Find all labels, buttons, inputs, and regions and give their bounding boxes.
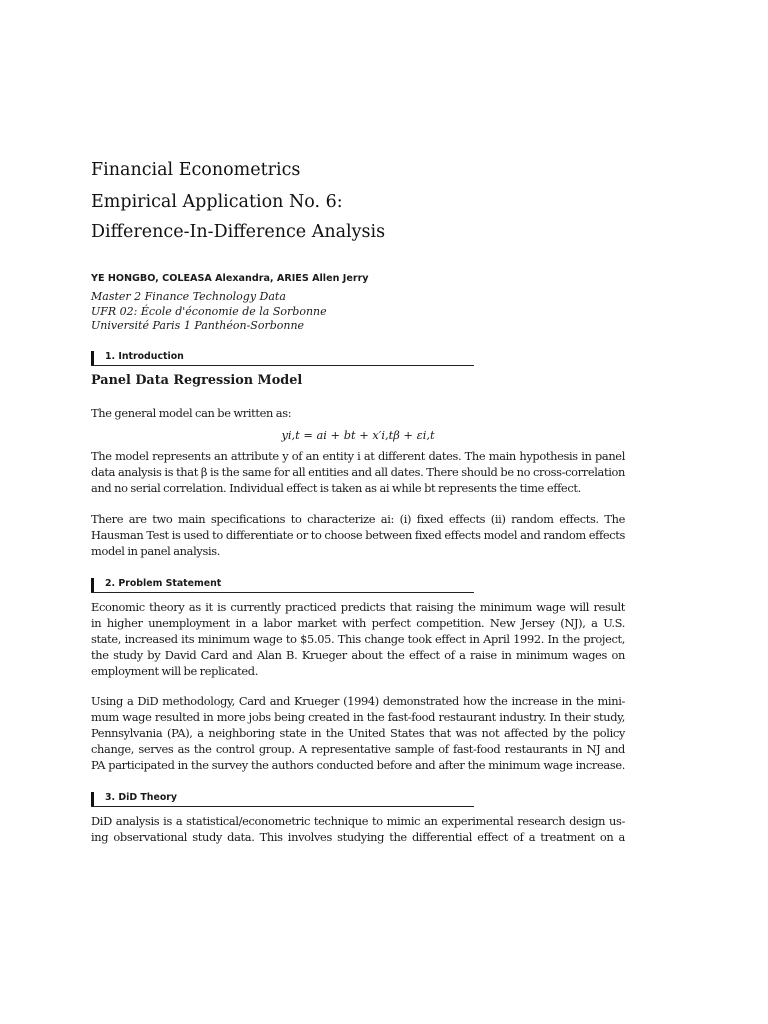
paragraph-did-analysis: DiD analysis is a statistical/econometric technique to mimic an experimental research design us- ing observational study data. This involves studying the differential effect of a treatment on a [91,814,625,844]
section-marker [91,792,94,806]
paragraph-model-description: The model represents an attribute y of an entity i at different dates. The main hypothesis in panel data analysis is that β is the same for all entities and all dates. There should be no cross-correlation and no serial correlation. Individual effect is taken as ai while bt represents the time effect. [91,449,625,495]
subsection-title: Panel Data Regression Model [91,373,303,388]
section-heading-problem-statement [91,577,474,593]
title-line-1: Financial Econometrics [91,160,301,180]
section-title: 2. Problem Statement [105,578,222,589]
affiliation-university: Université Paris 1 Panthéon-Sorbonne [91,319,305,332]
author-list: YE HONGBO, COLEASA Alexandra, ARIES Allen Jerry [91,273,369,284]
title-line-2: Empirical Application No. 6: [91,192,343,212]
title-line-3: Difference-In-Difference Analysis [91,222,386,242]
document-page [91,0,625,1024]
paragraph-specifications: There are two main specifications to characterize ai: (i) fixed effects (ii) random effects. The Hausman Test is used to differentiate or to choose between fixed effects model and random effects model in panel analysis. [91,512,625,558]
paragraph-general-model: The general model can be written as: [91,406,292,420]
section-heading-introduction [91,350,474,366]
section-title: 3. DiD Theory [105,792,177,803]
section-title: 1. Introduction [105,351,184,362]
affiliation-school: UFR 02: École d'économie de la Sorbonne [91,305,327,318]
affiliation-program: Master 2 Finance Technology Data [91,290,286,303]
section-marker [91,578,94,592]
paragraph-economic-theory: Economic theory as it is currently practiced predicts that raising the minimum wage will result in higher unemployment in a labor market with perfect competition. New Jersey (NJ), a U.S. state, increased its minimum wage to $5.05. This change took effect in April 1992. In the project, the study by David Card and Alan B. Krueger about the effect of a raise in minimum wages on employment will be replicated. [91,600,625,678]
paragraph-did-methodology: Using a DiD methodology, Card and Krueger (1994) demonstrated how the increase in the mini- mum wage resulted in more jobs being created in the fast-food restaurant industry. In their study, Pennsylvania (PA), a neighboring state in the United States that was not affected by the policy change, serves as the control group. A representative sample of fast-food restaurants in NJ and PA participated in the survey the authors conducted before and after the minimum wage increase. [91,694,625,772]
section-marker [91,351,94,365]
section-heading-did-theory [91,791,474,807]
equation-panel-model: yi,t = ai + bt + x′i,tβ + εi,t [281,428,435,442]
